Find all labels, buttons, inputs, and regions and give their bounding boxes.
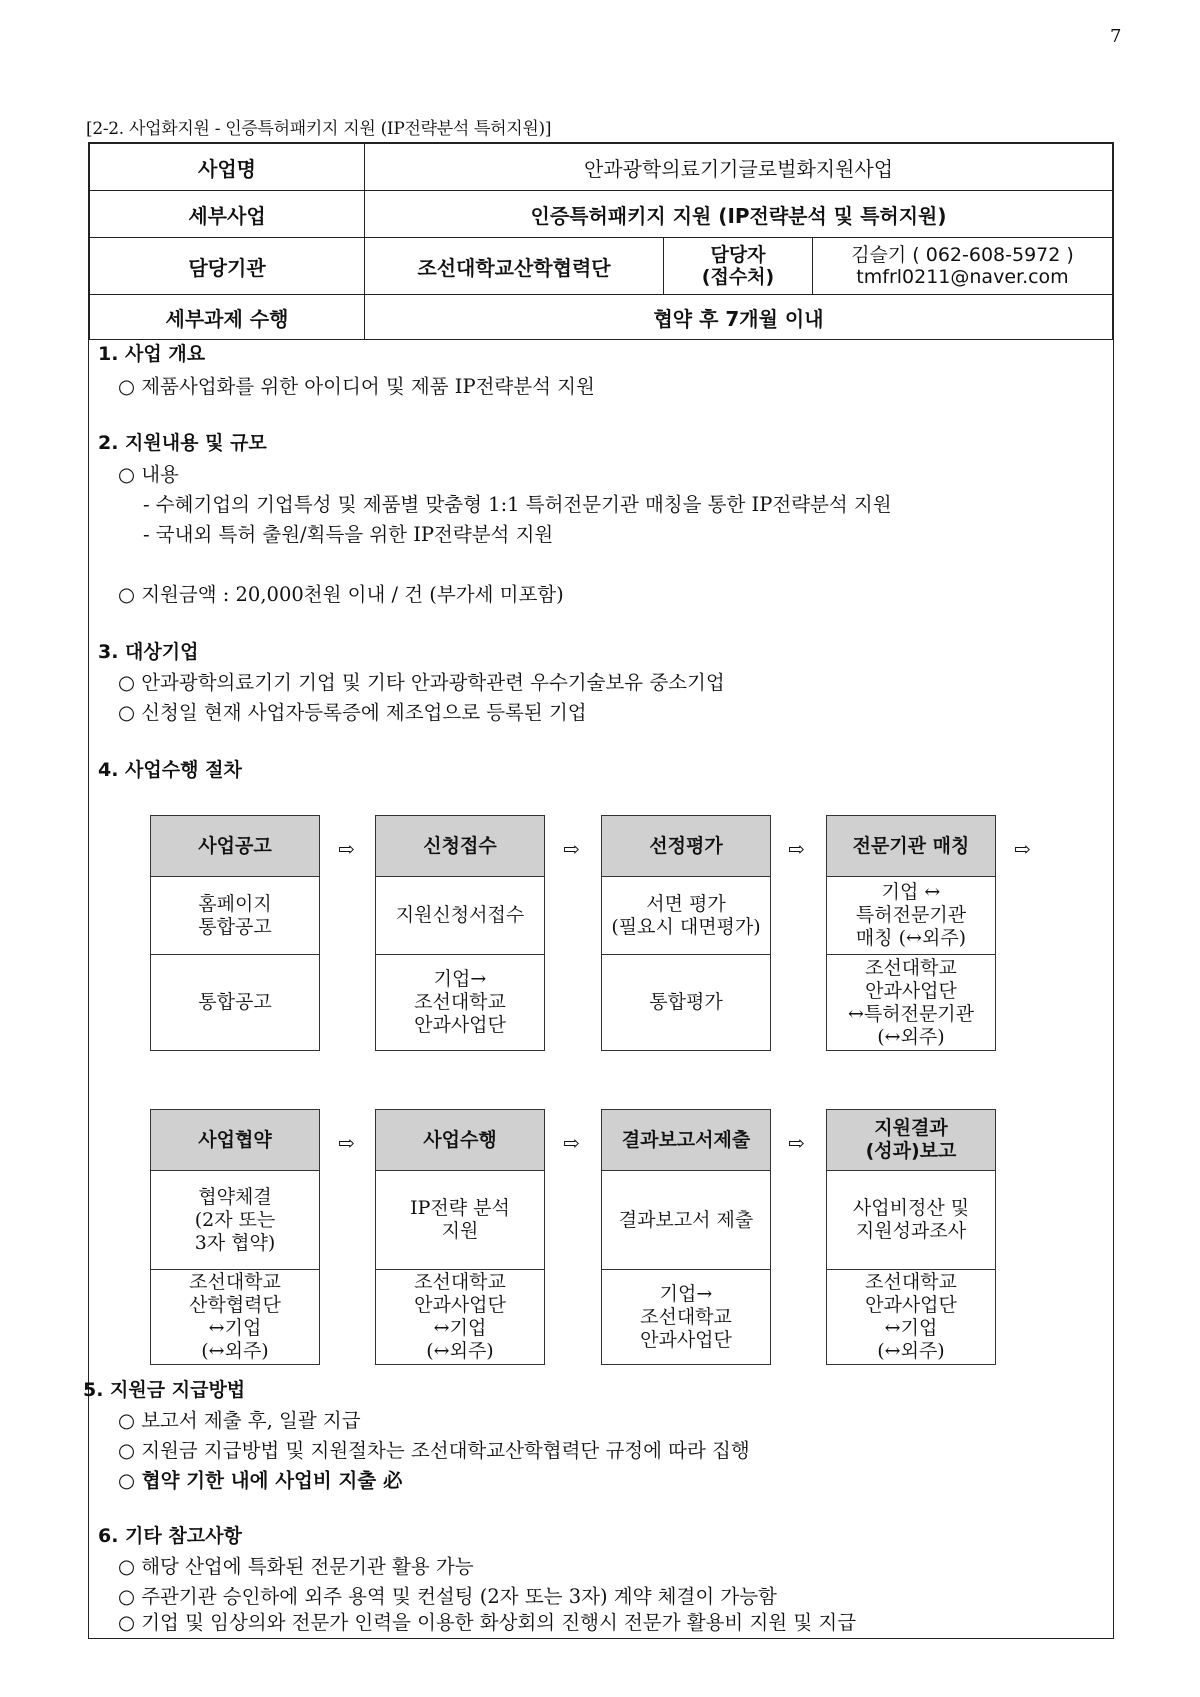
performance-value: 협약 후 7개월 이내 (365, 295, 1113, 340)
flow-arrow-icon: ⇨ (338, 1131, 355, 1155)
flow-step-report-submission (601, 1109, 771, 1365)
flow-step-responsible: 조선대학교 안과사업단 ↔기업 (↔외주) (865, 1271, 957, 1362)
contact-label-line1: 담당자 (710, 244, 766, 266)
flow-step-evaluation (601, 815, 771, 1051)
document-title: [2-2. 사업화지원 - 인증특허패키지 지원 (IP전략분석 특허지원)] (86, 119, 552, 139)
flow-step-head: 선정평가 (602, 816, 770, 877)
flow-step-agreement (150, 1109, 320, 1365)
section-2-line-3: - 국내외 특허 출원/획득을 위한 IP전략분석 지원 (143, 523, 554, 546)
section-3-line-2: ○ 신청일 현재 사업자등록증에 제조업으로 등록된 기업 (118, 701, 587, 724)
flow-step-content: 기업 ↔ 특허전문기관 매칭 (↔외주) (827, 877, 995, 955)
contact-label-line2: (접수처) (701, 266, 775, 288)
flow-step-content: 결과보고서 제출 (602, 1171, 770, 1270)
contact-label (664, 238, 813, 295)
flow-step-responsible: 기업→ 조선대학교 안과사업단 (414, 968, 506, 1036)
flow-step-content: 홈페이지 통합공고 (151, 877, 319, 955)
flow-arrow-icon: ⇨ (1014, 837, 1031, 861)
section-5-line-3: ○ 협약 기한 내에 사업비 지출 必 (118, 1469, 403, 1492)
flow-step-matching (826, 815, 996, 1051)
section-1-line-1: ○ 제품사업화를 위한 아이디어 및 제품 IP전략분석 지원 (118, 375, 595, 398)
flow-step-execution (375, 1109, 545, 1365)
flow-arrow-icon: ⇨ (788, 837, 805, 861)
flow-step-responsible: 통합평가 (649, 991, 723, 1013)
section-2-line-1: ○ 내용 (118, 463, 179, 486)
organization-value: 조선대학교산학협력단 (365, 238, 664, 295)
flow-step-head: 신청접수 (376, 816, 544, 877)
contact-value (813, 238, 1113, 295)
flow-step-content: 사업비정산 및 지원성과조사 (827, 1171, 995, 1270)
flow-step-head: 결과보고서제출 (602, 1110, 770, 1171)
flow-step-content: 서면 평가 (필요시 대면평가) (602, 877, 770, 955)
flow-step-head: 사업협약 (151, 1110, 319, 1171)
sub-project-label: 세부사업 (90, 191, 365, 238)
project-name-label: 사업명 (90, 144, 365, 191)
flow-step-responsible: 조선대학교 산학협력단 ↔기업 (↔외주) (189, 1271, 281, 1362)
contact-name-phone: 김슬기 ( 062-608-5972 ) (851, 244, 1074, 266)
contact-email: tmfrl0211@naver.com (856, 266, 1069, 288)
project-name-value: 안과광학의료기기글로벌화지원사업 (365, 144, 1113, 191)
flow-step-application (375, 815, 545, 1051)
info-table (89, 143, 1113, 340)
flow-step-head: 사업수행 (376, 1110, 544, 1171)
flow-arrow-icon: ⇨ (788, 1131, 805, 1155)
flow-arrow-icon: ⇨ (563, 1131, 580, 1155)
section-2-title: 2. 지원내용 및 규모 (98, 432, 267, 454)
flow-step-responsible: 통합공고 (198, 991, 272, 1013)
flow-step-head: 지원결과 (성과)보고 (827, 1110, 995, 1171)
flow-arrow-icon: ⇨ (563, 837, 580, 861)
section-6-title: 6. 기타 참고사항 (98, 1525, 242, 1547)
section-2-line-4: ○ 지원금액 : 20,000천원 이내 / 건 (부가세 미포함) (118, 583, 564, 606)
section-1-title: 1. 사업 개요 (98, 343, 206, 365)
flow-step-content: 협약체결 (2자 또는 3자 협약) (151, 1171, 319, 1270)
section-2-line-2: - 수혜기업의 기업특성 및 제품별 맞춤형 1:1 특허전문기관 매칭을 통한 IP전략분석 지원 (143, 493, 892, 516)
section-6-line-2: ○ 주관기관 승인하에 외주 용역 및 컨설팅 (2자 또는 3자) 계약 체결이 가능함 (118, 1585, 777, 1608)
flow-arrow-icon: ⇨ (338, 837, 355, 861)
flow-step-result-report (826, 1109, 996, 1365)
section-6-line-1: ○ 해당 산업에 특화된 전문기관 활용 가능 (118, 1555, 474, 1578)
flow-step-content: IP전략 분석 지원 (376, 1171, 544, 1270)
sub-project-value: 인증특허패키지 지원 (IP전략분석 및 특허지원) (365, 191, 1113, 238)
performance-label: 세부과제 수행 (90, 295, 365, 340)
section-6-line-3: ○ 기업 및 임상의와 전문가 인력을 이용한 화상회의 진행시 전문가 활용비 지원 및 지급 (118, 1611, 857, 1634)
page-number: 7 (1110, 26, 1122, 47)
section-4-title: 4. 사업수행 절차 (98, 759, 242, 781)
organization-label: 담당기관 (90, 238, 365, 295)
flow-step-responsible: 기업→ 조선대학교 안과사업단 (640, 1282, 732, 1351)
flow-step-head: 전문기관 매칭 (827, 816, 995, 877)
flow-step-announcement (150, 815, 320, 1051)
flow-step-responsible: 조선대학교 안과사업단 ↔기업 (↔외주) (414, 1271, 506, 1362)
flow-step-responsible: 조선대학교 안과사업단 ↔특허전문기관 (↔외주) (847, 956, 975, 1048)
document-frame (83, 142, 1114, 1639)
section-3-line-1: ○ 안과광학의료기기 기업 및 기타 안과광학관련 우수기술보유 중소기업 (118, 671, 725, 694)
section-5-line-1: ○ 보고서 제출 후, 일괄 지급 (118, 1409, 361, 1432)
section-3-title: 3. 대상기업 (98, 641, 199, 663)
section-5-title: 5. 지원금 지급방법 (83, 1379, 246, 1401)
flow-step-content: 지원신청서접수 (376, 877, 544, 955)
flow-step-head: 사업공고 (151, 816, 319, 877)
section-5-line-2: ○ 지원금 지급방법 및 지원절차는 조선대학교산학협력단 규정에 따라 집행 (118, 1439, 750, 1462)
